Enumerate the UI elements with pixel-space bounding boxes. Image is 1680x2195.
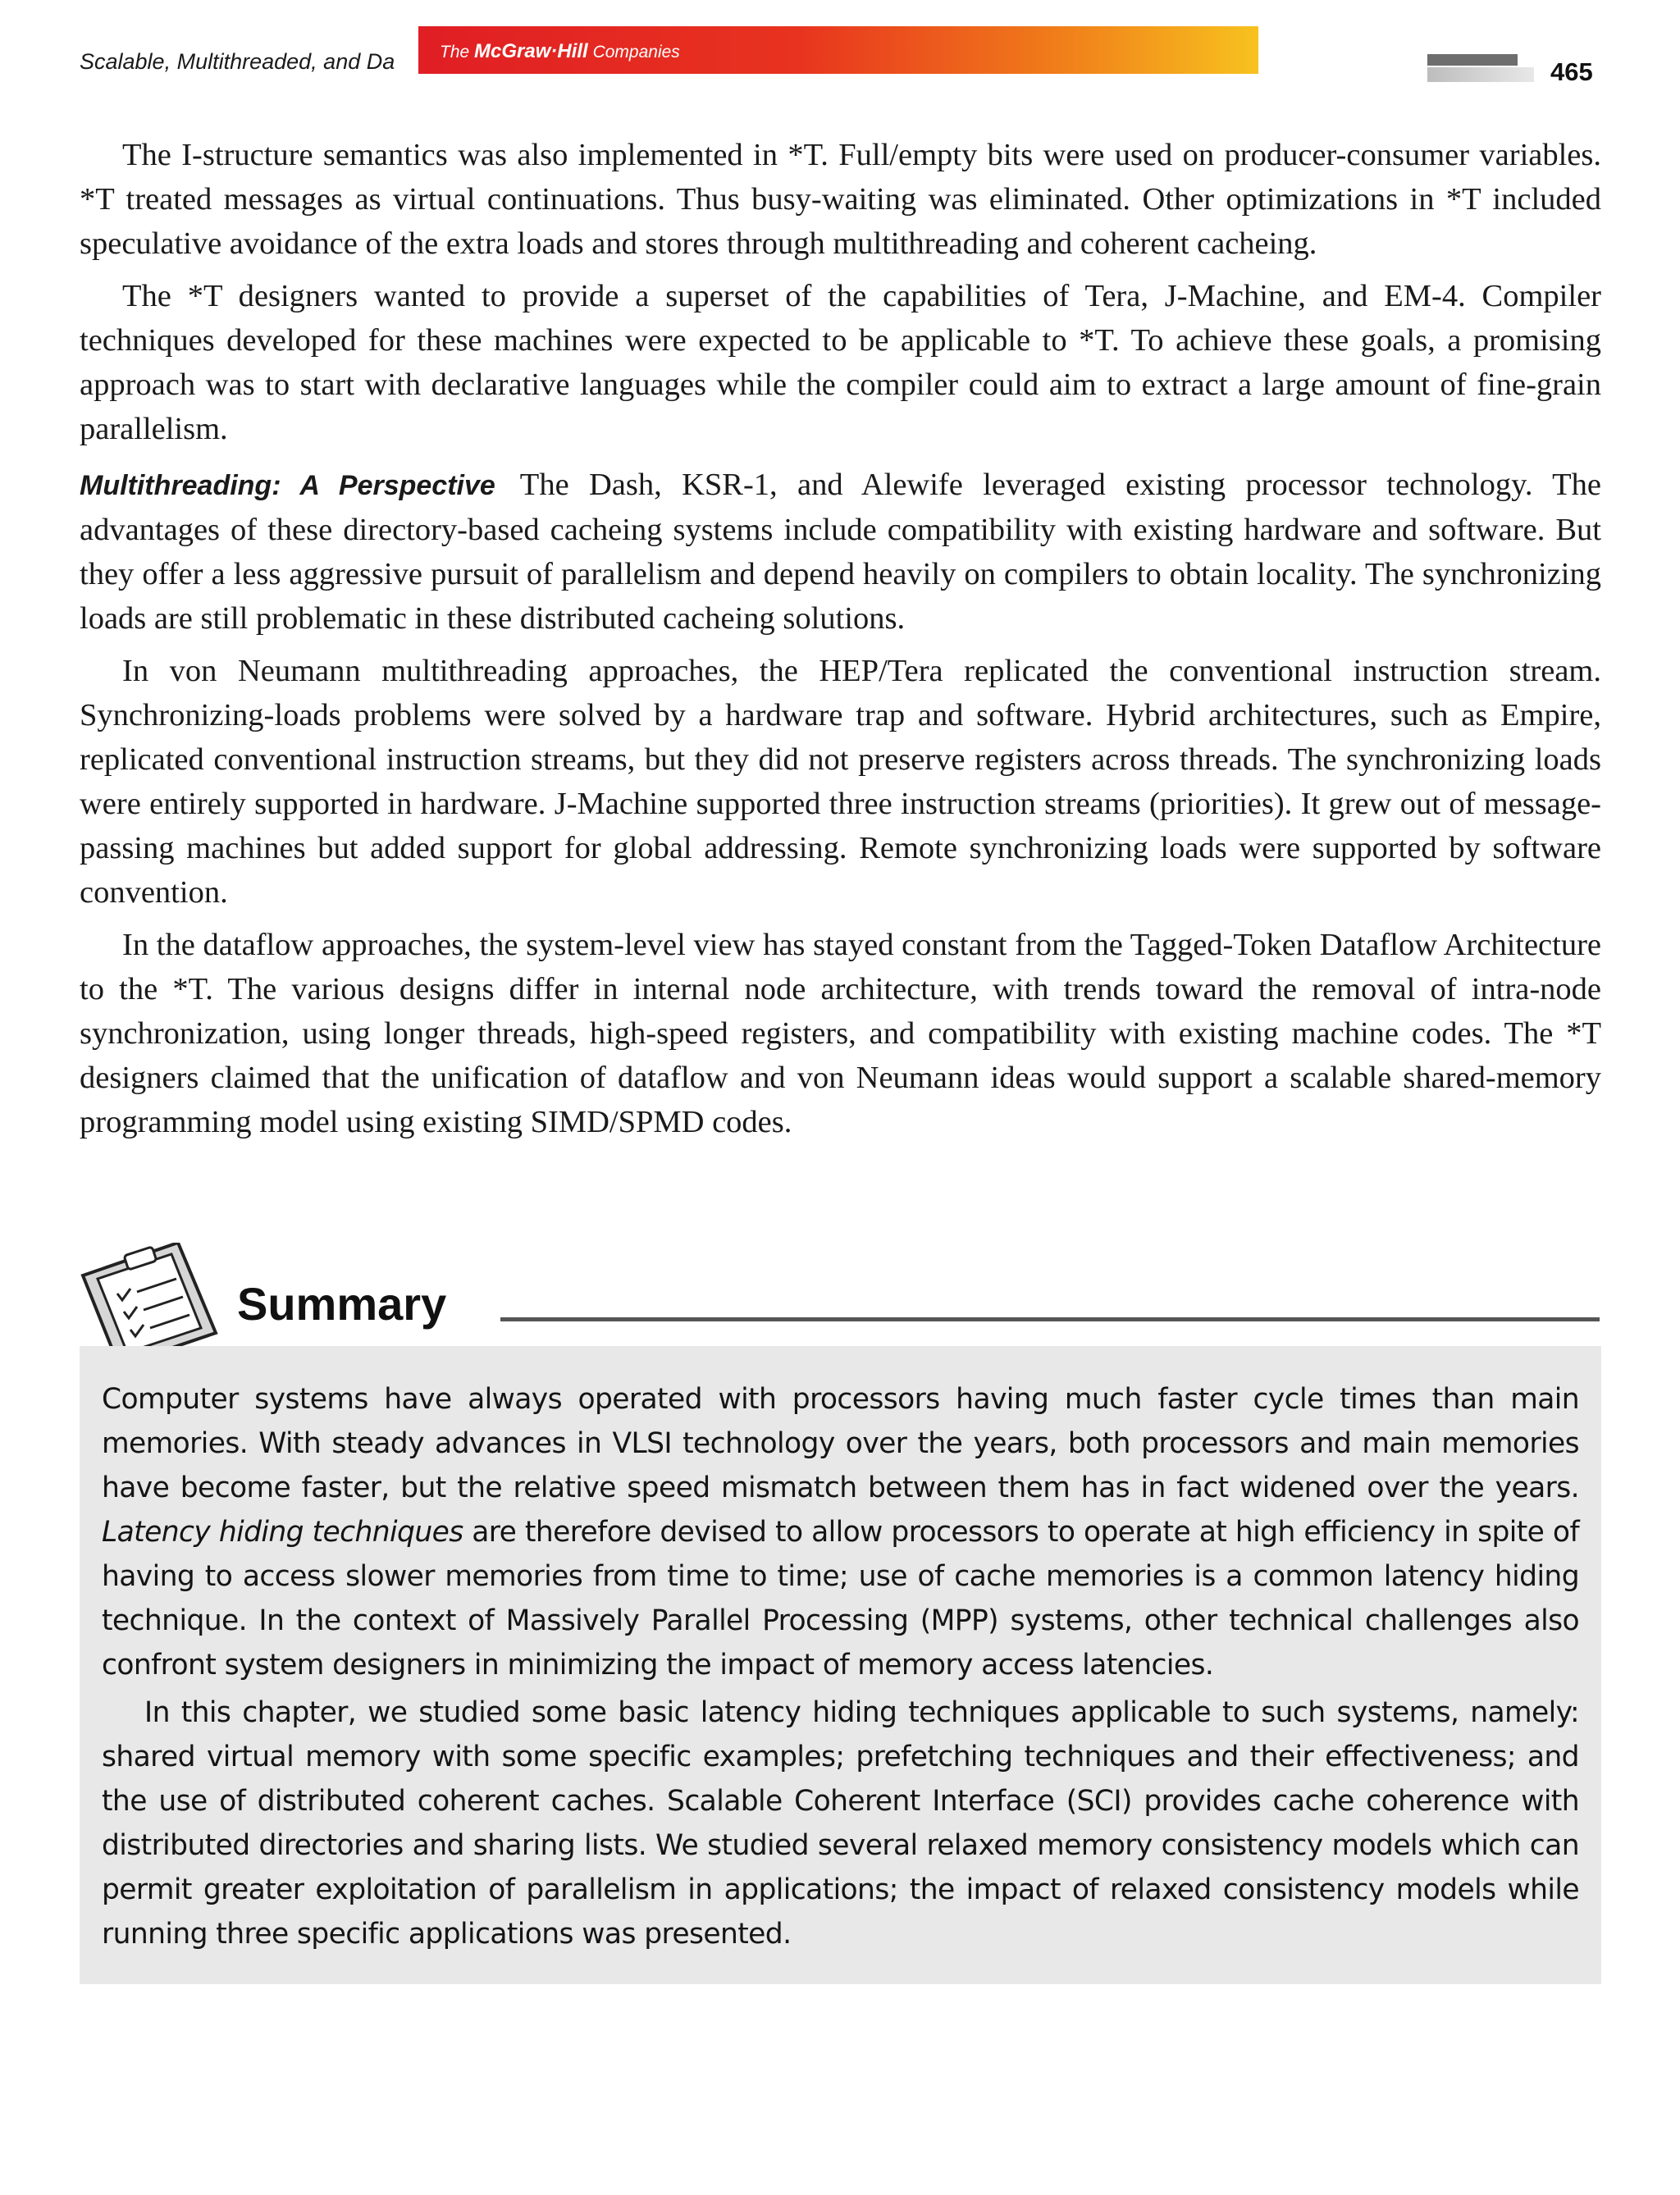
running-head: Scalable, Multithreaded, and Da <box>80 49 395 74</box>
page-tab-decoration <box>1427 54 1518 66</box>
summary-title: Summary <box>237 1278 447 1330</box>
paragraph-t-designers: The *T designers wanted to provide a superset of the capabilities of Tera, J-Machine, and EM-4. Compiler techniques developed for these machines were expected to be applicable to *T. To achieve these goals, a promising approach was to start with declarative languages while the compiler could aim to extract a large amount of fine-grain parallelism. <box>80 279 1601 446</box>
paragraph-i-structure: The I-structure semantics was also implemented in *T. Full/empty bits were used on producer-consumer variables. *T treated messages as virtual continuations. Thus busy-waiting was eliminated. Other optimizations in *T included speculative avoidance of the extra loads and stores through multithreading and coherent cacheing. <box>80 138 1601 261</box>
paragraph-von-neumann: In von Neumann multithreading approaches, the HEP/Tera replicated the conventional instruction stream. Synchronizing-loads problems were solved by a hardware trap and software. Hybrid architectures, such as Empire, replicated conventional instruction streams, but they did not preserve registers across threads. The synchronizing loads were entirely supported in hardware. J-Machine supported three instruction streams (priorities). It grew out of message-passing machines but added support for global addressing. Remote synchronizing loads were supported by software convention. <box>80 654 1601 910</box>
body-text <box>80 133 1601 1148</box>
summary-emphasis: Latency hiding techniques <box>102 1516 463 1549</box>
publisher-banner <box>418 26 1258 74</box>
summary-paragraph-2: In this chapter, we studied some basic latency hiding techniques applicable to such systems, namely: shared virtual memory with some specific examples; prefetching techniques and their effectiveness; and the use of distributed coherent caches. Scalable Coherent Interface (SCI) provides cache coherence with distributed directories and sharing lists. We studied several relaxed memory consistency models which can permit greater exploitation of parallelism in applications; the impact of relaxed consistency models while running three specific applications was presented. <box>102 1696 1579 1951</box>
publisher-brand: McGraw·Hill <box>474 40 588 62</box>
paragraph-dataflow: In the dataflow approaches, the system-level view has stayed constant from the Tagged-Token Dataflow Architecture to the *T. The various designs differ in internal node architecture, with trends toward the removal of intra-node synchronization, using longer threads, high-speed registers, and compatibility with existing machine codes. The *T designers claimed that the unification of dataflow and von Neumann ideas would support a scalable shared-memory programming model using existing SIMD/SPMD codes. <box>80 928 1601 1139</box>
publisher-logo-text: The McGraw·Hill Companies <box>440 40 680 62</box>
summary-box <box>80 1346 1601 1984</box>
summary-rule <box>500 1317 1600 1321</box>
page-header <box>0 0 1680 107</box>
page-tab-shadow <box>1427 67 1534 82</box>
page-number: 465 <box>1550 57 1593 86</box>
paragraph-perspective: Multithreading: A Perspective The Dash, KSR-1, and Alewife leveraged existing processor technology. The advantages of these directory-based cacheing systems include compatibility with existing hardware and software. But they offer a less aggressive pursuit of parallelism and depend heavily on compilers to obtain locality. The synchronizing loads are still problematic in these distributed cacheing solutions. <box>80 468 1601 636</box>
section-heading-perspective: Multithreading: A Perspective <box>80 470 495 501</box>
summary-paragraph-1: Computer systems have always operated with processors having much faster cycle times than main memories. With steady advances in VLSI technology over the years, both processors and main memories have become faster, but the relative speed mismatch between them has in fact widened over the years. Latency hiding techniques are therefore devised to allow processors to operate at high efficiency in spite of having to access slower memories from time to time; use of cache memories is a common latency hiding technique. In the context of Massively Parallel Processing (MPP) systems, other technical challenges also confront system designers in minimizing the impact of memory access latencies. <box>102 1383 1579 1682</box>
